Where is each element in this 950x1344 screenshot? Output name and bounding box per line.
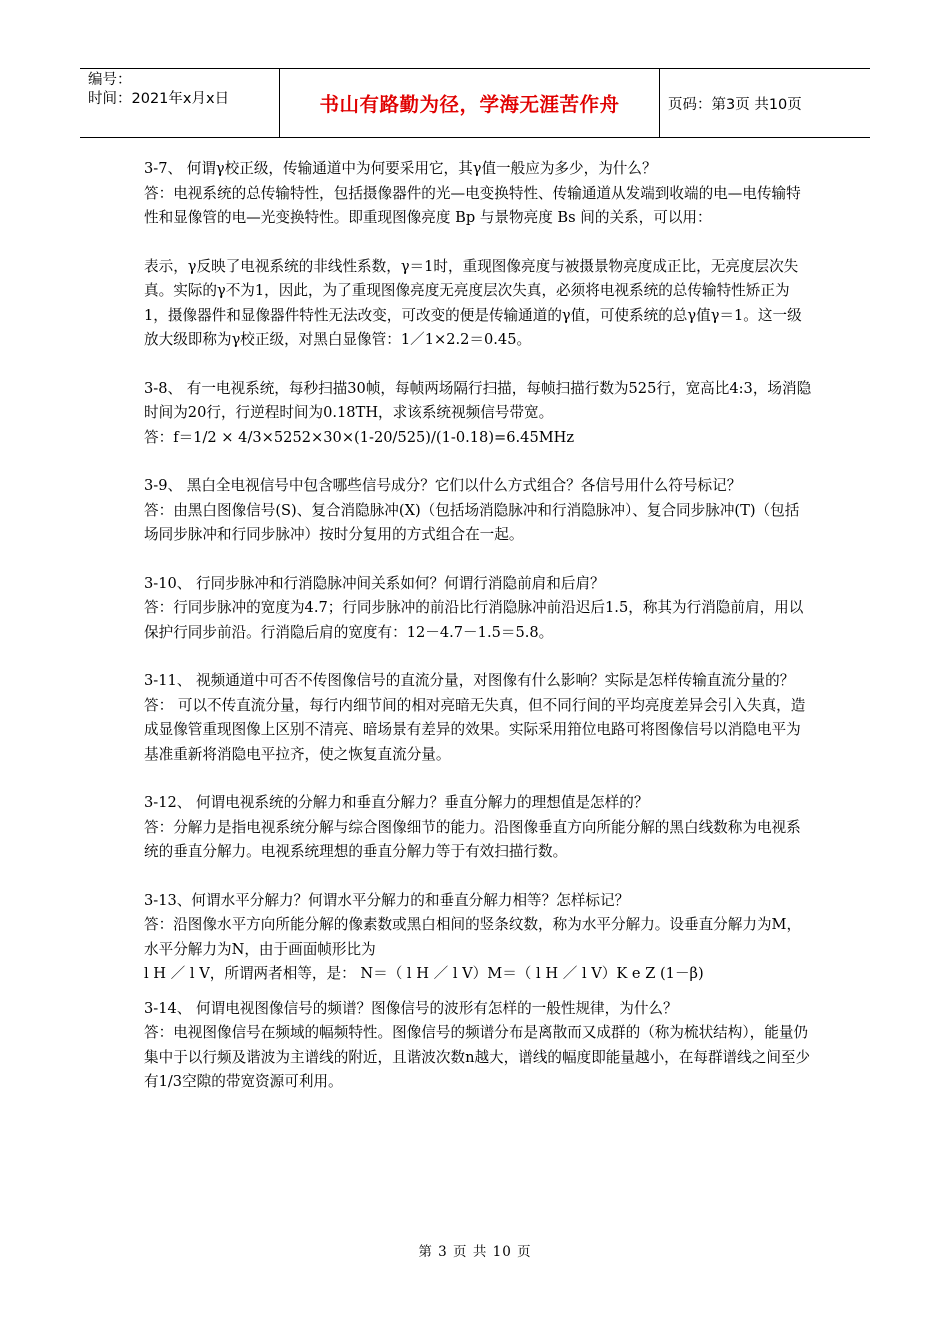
question-3-14: 3-14、 何谓电视图像信号的频谱？图像信号的波形有怎样的一般性规律，为什么？	[144, 999, 678, 1017]
page-number-label: 页码：第3页 共10页	[668, 96, 802, 113]
answer-3-10: 答：行同步脉冲的宽度为4.7；行同步脉冲的前沿比行消隐脉冲前沿迟后1.5，称其为行消隐前肩，用以保护行同步前沿。行消隐后肩的宽度有：12－4.7－1.5＝5.8。	[144, 599, 804, 641]
formula-placeholder	[144, 231, 812, 255]
motto-text: 书山有路勤为径，学海无涯苦作舟	[280, 69, 660, 137]
answer-3-13-part2: l H ／ l V，所谓两者相等，是： N＝（ l H ／ l V）M＝（ l H ／ l V）K e Z (1－β)	[144, 965, 704, 982]
question-3-8: 3-8、 有一电视系统，每秒扫描30帧，每帧两场隔行扫描，每帧扫描行数为525行，宽高比4:3，场消隐时间为20行，行逆程时间为0.18TH，求该系统视频信号带宽。	[144, 379, 812, 421]
question-3-11: 3-11、 视频通道中可否不传图像信号的直流分量，对图像有什么影响？实际是怎样传输直流分量的？	[144, 672, 795, 689]
date-label: 时间：2021年x月x日	[88, 91, 230, 107]
question-3-10: 3-10、 行同步脉冲和行消隐脉冲间关系如何？何谓行消隐前肩和后肩？	[144, 574, 605, 592]
answer-3-7-part2: 表示，γ反映了电视系统的非线性系数，γ＝1时，重现图像亮度与被摄景物亮度成正比，无亮度层次失真。实际的γ不为1，因此，为了重现图像亮度无亮度层次失真，必须将电视系统的总传输特性矫正为1，摄像器件和显像器件特性无法改变，可改变的便是传输通道的γ值，可使系统的总γ值γ＝1。这一级放大级即称为γ校正级，对黑白显像管：1／1×2.2＝0.45。	[144, 257, 802, 348]
answer-3-14: 答：电视图像信号在频域的幅频特性。图像信号的频谱分布是离散而又成群的（称为梳状结构），能量仍集中于以行频及谐波为主谱线的附近，且谐波次数n越大，谱线的幅度即能量越小，在每群谱线之间至少有1/3空隙的带宽资源可利用。	[144, 1024, 811, 1090]
page-footer: 第 3 页 共 10 页	[418, 1244, 532, 1260]
question-3-12: 3-12、 何谓电视系统的分解力和垂直分解力？垂直分解力的理想值是怎样的？	[144, 794, 649, 811]
answer-3-9: 答：由黑白图像信号(S)、复合消隐脉冲(X)（包括场消隐脉冲和行消隐脉冲）、复合同步脉冲(T)（包括场同步脉冲和行同步脉冲）按时分复用的方式组合在一起。	[144, 501, 800, 543]
answer-3-12: 答：分解力是指电视系统分解与综合图像细节的能力。沿图像垂直方向所能分解的黑白线数称为电视系统的垂直分解力。电视系统理想的垂直分解力等于有效扫描行数。	[144, 818, 801, 860]
answer-3-8: 答：f＝1/2 × 4/3×5252×30×(1-20/525)/(1-0.18)=6.45MHz	[144, 428, 575, 446]
document-body	[144, 157, 812, 1095]
question-3-9: 3-9、 黑白全电视信号中包含哪些信号成分？它们以什么方式组合？各信号用什么符号标记？	[144, 477, 742, 494]
answer-3-11: 答： 可以不传直流分量，每行内细节间的相对亮暗无失真，但不同行间的平均亮度差异会引入失真，造成显像管重现图像上区别不清亮、暗场景有差异的效果。实际采用箝位电路可将图像信号以消隐电平为基准重新将消隐电平拉齐，使之恢复直流分量。	[144, 696, 806, 763]
answer-3-7-part1: 答：电视系统的总传输特性，包括摄像器件的光—电变换特性、传输通道从发端到收端的电—电传输特性和显像管的电—光变换特性。即重现图像亮度 Bp 与景物亮度 Bs 间的关系，可以用：	[144, 184, 801, 226]
question-3-13: 3-13、何谓水平分解力？何谓水平分解力的和垂直分解力相等？怎样标记？	[144, 891, 630, 909]
header-info-cell	[80, 69, 280, 137]
page-header	[80, 68, 870, 138]
question-3-7: 3-7、 何谓γ校正级，传输通道中为何要采用它，其γ值一般应为多少，为什么？	[144, 160, 657, 177]
answer-3-13-part1: 答：沿图像水平方向所能分解的像素数或黑白相间的竖条纹数，称为水平分解力。设垂直分解力为M，水平分解力为N，由于画面帧形比为	[144, 916, 802, 958]
number-label: 编号：	[88, 72, 132, 88]
